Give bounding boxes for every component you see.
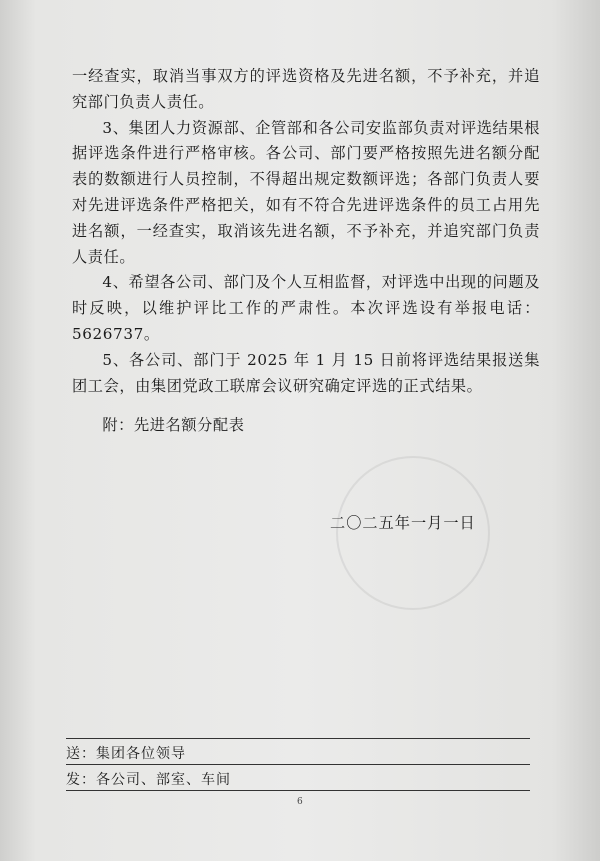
divider-middle (66, 764, 530, 765)
divider-bottom (66, 790, 530, 791)
paragraph-item-5: 5、各公司、部门于 2025 年 1 月 15 日前将评选结果报送集团工会，由集团党政工联席会议研究确定评选的正式结果。 (72, 350, 540, 395)
paragraph-continuation: 一经查实，取消当事双方的评选资格及先进名额，不予补充，并追究部门负责人责任。 (72, 67, 540, 111)
page-number: 6 (297, 797, 303, 807)
divider-top (66, 738, 530, 739)
issue-to-line: 发：各公司、部室、车间 (66, 772, 231, 788)
faded-seal-stamp (336, 456, 490, 610)
attachment-note: 附：先进名额分配表 (102, 416, 245, 435)
paragraph-item-4: 4、希望各公司、部门及个人互相监督，对评选中出现的问题及时反映，以维护评比工作的严肃性。本次评选设有举报电话：5626737。 (72, 273, 540, 343)
paragraph-item-3: 3、集团人力资源部、企管部和各公司安监部负责对评选结果根据评选条件进行严格审核。各公司、部门要严格按照先进名额分配表的数额进行人员控制，不得超出规定数额评选；各部门负责人要对先进评选条件严格把关，如有不符合先进评选条件的员工占用先进名额，一经查实，取消该先进名额，不予补充，并追究部门负责人责任。 (72, 118, 540, 266)
document-body (72, 64, 540, 439)
issue-date: 二〇二五年一月一日 (330, 514, 476, 532)
send-to-line: 送：集团各位领导 (66, 746, 186, 762)
